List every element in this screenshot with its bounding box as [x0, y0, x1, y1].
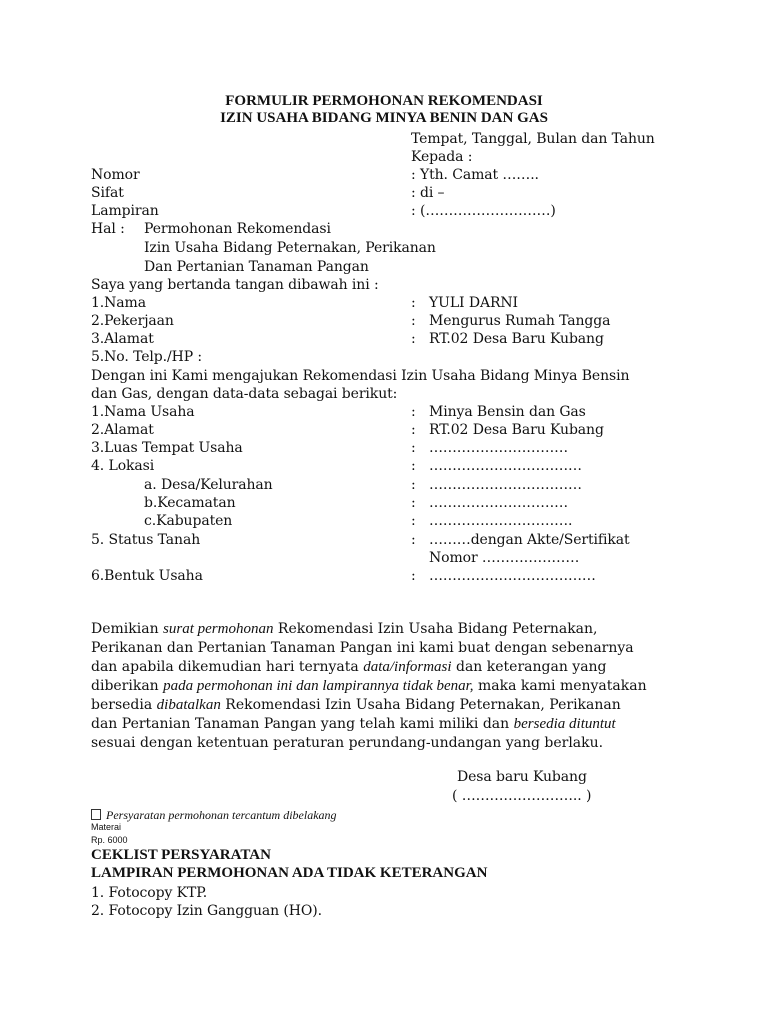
field-value: ………………………… [429, 495, 569, 511]
field-value: Minya Bensin dan Gas [429, 404, 586, 420]
field-label: 5.No. Telp./HP : [91, 349, 203, 365]
field-value: YULI DARNI [429, 295, 518, 311]
nomor-label: Nomor [91, 167, 140, 183]
checklist-item: 1. Fotocopy KTP. [91, 885, 208, 901]
field-colon: : [411, 495, 416, 511]
field-value: …………………………… [429, 458, 582, 474]
closing-paragraph: Demikian surat permohonan Rekomendasi Izin Usaha Bidang Peternakan, Perikanan dan Pertanian Tanaman Pangan ini kami buat dengan sebenarnya dan apabila dikemudian hari ternyata data/informasi dan keterangan yang diberikan pada permohonan ini dan lampirannya tidak benar, maka kami menyatakan bersedia dibatalkan Rekomendasi Izin Usaha Bidang Peternakan, Perikanan dan Pertanian Tanaman Pangan yang telah kami miliki dan bersedia dituntut sesuai dengan ketentuan peraturan perundang-undangan yang berlaku. [91, 621, 647, 751]
nomor-value: : Yth. Camat …….. [411, 167, 539, 183]
signature-name: ( …………………….. ) [452, 788, 592, 804]
field-colon: : [411, 513, 416, 529]
checklist-header: LAMPIRAN PERMOHONAN ADA TIDAK KETERANGAN [91, 865, 488, 881]
checklist-title: CEKLIST PERSYARATAN [91, 847, 271, 863]
field-value: Mengurus Rumah Tangga [429, 313, 611, 329]
field-label: 4. Lokasi [91, 458, 155, 474]
field-label: c.Kabupaten [144, 513, 233, 529]
applicant-intro: Saya yang bertanda tangan dibawah ini : [91, 277, 379, 293]
lampiran-label: Lampiran [91, 203, 159, 219]
field-value: ……………………………… [429, 568, 596, 584]
hal-line: Izin Usaha Bidang Peternakan, Perikanan [144, 240, 436, 256]
field-label: 2.Pekerjaan [91, 313, 174, 329]
field-label: 6.Bentuk Usaha [91, 568, 203, 584]
field-colon: : [411, 331, 416, 347]
checkbox-icon [91, 809, 101, 820]
place-date: Tempat, Tanggal, Bulan dan Tahun [411, 131, 655, 147]
rp-label: Rp. 6000 [91, 835, 128, 845]
field-label: 3.Luas Tempat Usaha [91, 440, 243, 456]
field-label: a. Desa/Kelurahan [144, 477, 273, 493]
field-label: 1.Nama [91, 295, 146, 311]
field-value: …………………………… [429, 477, 582, 493]
field-label: 2.Alamat [91, 422, 154, 438]
form-title-line1: FORMULIR PERMOHONAN REKOMENDASI [225, 93, 543, 109]
signature-place: Desa baru Kubang [457, 769, 587, 785]
field-value: …………………………. [429, 513, 573, 529]
addressee-label: Kepada : [411, 149, 473, 165]
sifat-label: Sifat [91, 185, 124, 201]
field-colon: : [411, 458, 416, 474]
field-value: RT.02 Desa Baru Kubang [429, 422, 604, 438]
field-label: 1.Nama Usaha [91, 404, 195, 420]
field-value: RT.02 Desa Baru Kubang [429, 331, 604, 347]
field-colon: : [411, 568, 416, 584]
field-colon: : [411, 295, 416, 311]
field-colon: : [411, 422, 416, 438]
field-colon: : [411, 404, 416, 420]
requirement-note: Persyaratan permohonan tercantum dibelakang [91, 804, 337, 823]
field-label: 5. Status Tanah [91, 532, 201, 548]
field-value: ………………………… [429, 440, 569, 456]
materai-label: Materai [91, 822, 122, 832]
field-colon: : [411, 440, 416, 456]
hal-line: Dan Pertanian Tanaman Pangan [144, 259, 369, 275]
sifat-value: : di – [411, 185, 445, 201]
lampiran-value: : (………………………) [411, 203, 556, 219]
hal-line: Permohonan Rekomendasi [144, 221, 331, 237]
field-colon: : [411, 532, 416, 548]
checklist-item: 2. Fotocopy Izin Gangguan (HO). [91, 903, 322, 919]
field-colon: : [411, 313, 416, 329]
hal-label: Hal : [91, 221, 125, 237]
field-value: Nomor ………………… [429, 550, 580, 566]
request-line: dan Gas, dengan data-data sebagai berikut: [91, 386, 398, 402]
field-colon: : [411, 477, 416, 493]
request-line: Dengan ini Kami mengajukan Rekomendasi Izin Usaha Bidang Minya Bensin [91, 368, 630, 384]
field-label: b.Kecamatan [144, 495, 236, 511]
field-label: 3.Alamat [91, 331, 154, 347]
form-title-line2: IZIN USAHA BIDANG MINYA BENIN DAN GAS [220, 110, 548, 126]
field-value: ………dengan Akte/Sertifikat [429, 532, 630, 548]
